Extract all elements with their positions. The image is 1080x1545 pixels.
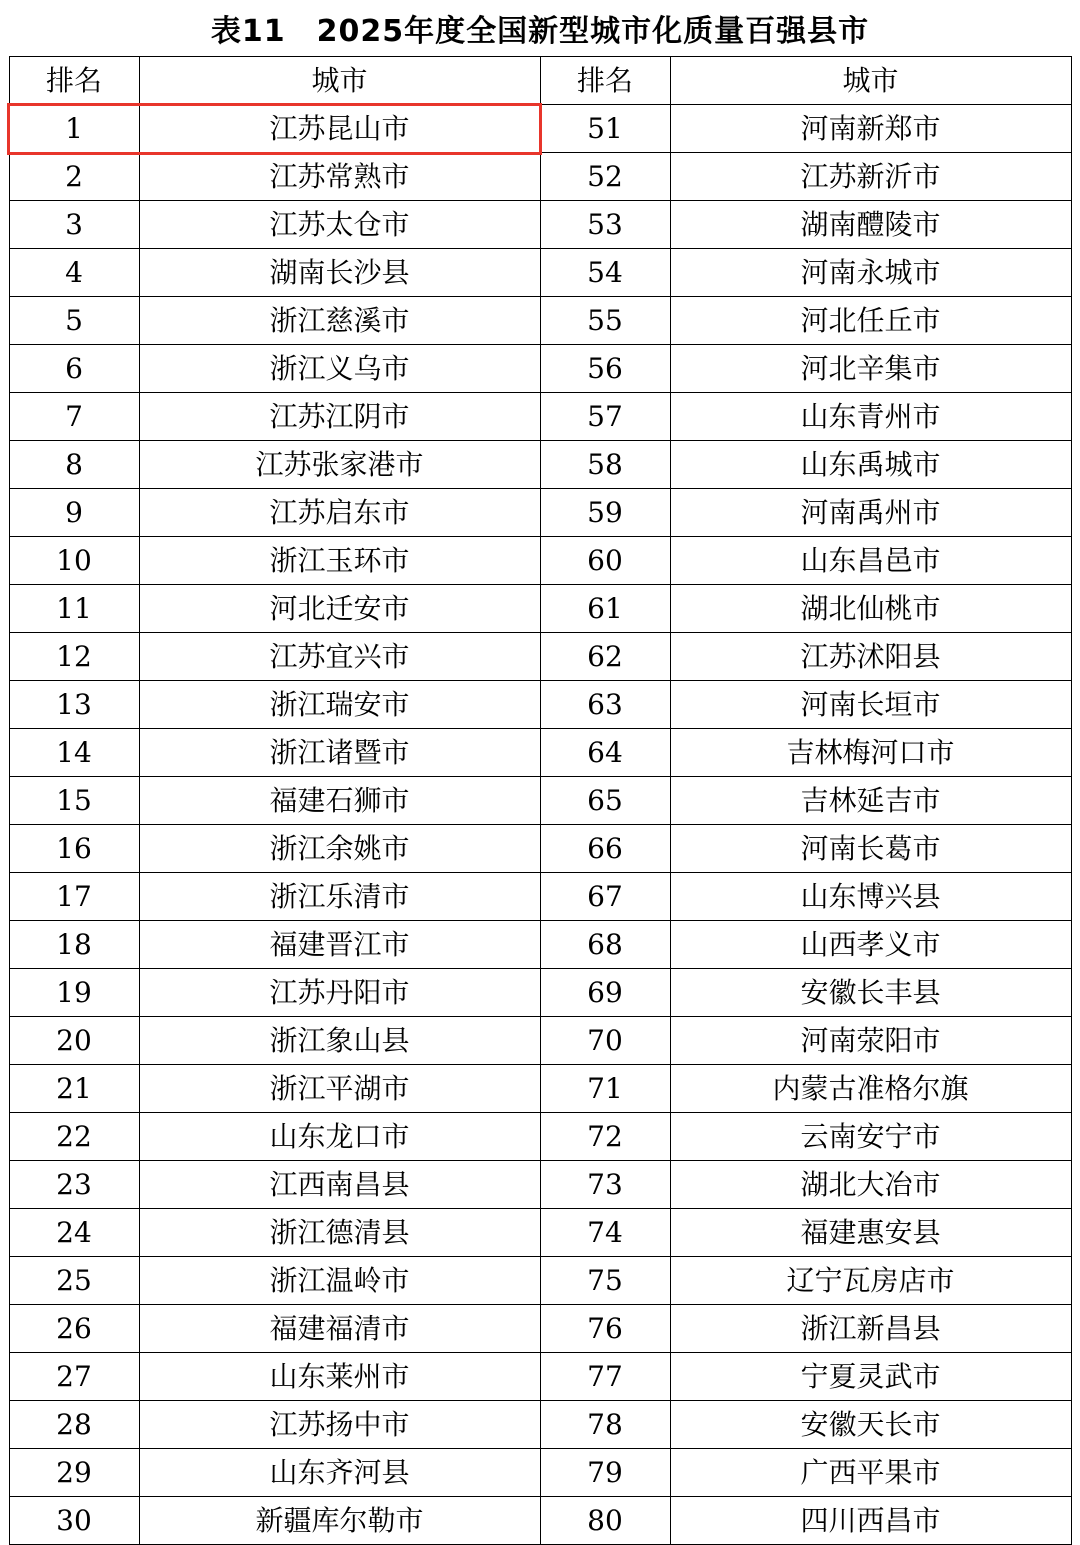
cell-rank-right: 73 — [540, 1161, 670, 1209]
cell-rank-right: 64 — [540, 729, 670, 777]
cell-city-right: 河南荥阳市 — [670, 1017, 1071, 1065]
table-row — [9, 1017, 1071, 1065]
cell-city-left: 江苏宜兴市 — [139, 633, 540, 681]
table-row — [9, 153, 1071, 201]
cell-city-right: 河南新郑市 — [670, 105, 1071, 153]
cell-city-right: 河南永城市 — [670, 249, 1071, 297]
page-title: 表11 2025年度全国新型城市化质量百强县市 — [210, 14, 870, 49]
table-row — [9, 1161, 1071, 1209]
cell-rank-right: 60 — [540, 537, 670, 585]
cell-rank-left: 2 — [9, 153, 139, 201]
cell-city-left: 江苏太仓市 — [139, 201, 540, 249]
cell-city-left: 浙江诸暨市 — [139, 729, 540, 777]
cell-rank-left: 13 — [9, 681, 139, 729]
cell-rank-right: 51 — [540, 105, 670, 153]
cell-city-left: 浙江温岭市 — [139, 1257, 540, 1305]
table-row — [9, 345, 1071, 393]
table-row — [9, 1449, 1071, 1497]
table-row — [9, 873, 1071, 921]
cell-city-right: 宁夏灵武市 — [670, 1353, 1071, 1401]
cell-rank-right: 57 — [540, 393, 670, 441]
cell-city-right: 河南长葛市 — [670, 825, 1071, 873]
cell-rank-left: 14 — [9, 729, 139, 777]
cell-city-right: 安徽天长市 — [670, 1401, 1071, 1449]
cell-rank-right: 70 — [540, 1017, 670, 1065]
cell-city-left: 福建晋江市 — [139, 921, 540, 969]
cell-city-left: 江苏昆山市 — [139, 105, 540, 153]
cell-city-right: 河南长垣市 — [670, 681, 1071, 729]
cell-city-left: 江苏常熟市 — [139, 153, 540, 201]
cell-rank-left: 8 — [9, 441, 139, 489]
table-row — [9, 297, 1071, 345]
cell-city-left: 江苏丹阳市 — [139, 969, 540, 1017]
table-row — [9, 441, 1071, 489]
cell-rank-right: 54 — [540, 249, 670, 297]
cell-rank-right: 55 — [540, 297, 670, 345]
cell-city-right: 安徽长丰县 — [670, 969, 1071, 1017]
table-row — [9, 1497, 1071, 1545]
cell-city-left: 河北迁安市 — [139, 585, 540, 633]
table-row — [9, 1305, 1071, 1353]
cell-city-left: 江苏张家港市 — [139, 441, 540, 489]
column-header-rank-right: 排名 — [540, 57, 670, 105]
cell-city-left: 山东龙口市 — [139, 1113, 540, 1161]
table-row — [9, 921, 1071, 969]
column-header-city-left: 城市 — [139, 57, 540, 105]
table-row — [9, 825, 1071, 873]
cell-rank-right: 69 — [540, 969, 670, 1017]
table-row — [9, 633, 1071, 681]
table-row — [9, 585, 1071, 633]
cell-rank-right: 76 — [540, 1305, 670, 1353]
cell-rank-right: 61 — [540, 585, 670, 633]
cell-city-right: 四川西昌市 — [670, 1497, 1071, 1545]
cell-rank-right: 72 — [540, 1113, 670, 1161]
cell-rank-left: 12 — [9, 633, 139, 681]
table-row — [9, 969, 1071, 1017]
cell-rank-right: 59 — [540, 489, 670, 537]
cell-city-left: 山东齐河县 — [139, 1449, 540, 1497]
cell-rank-right: 52 — [540, 153, 670, 201]
table-row — [9, 201, 1071, 249]
table-row — [9, 393, 1071, 441]
table-row — [9, 105, 1071, 153]
cell-rank-right: 65 — [540, 777, 670, 825]
cell-city-left: 福建石狮市 — [139, 777, 540, 825]
cell-city-left: 浙江余姚市 — [139, 825, 540, 873]
cell-rank-left: 18 — [9, 921, 139, 969]
cell-city-right: 辽宁瓦房店市 — [670, 1257, 1071, 1305]
table-row — [9, 1209, 1071, 1257]
ranking-table — [9, 56, 1072, 1545]
table-row — [9, 777, 1071, 825]
cell-city-right: 湖北仙桃市 — [670, 585, 1071, 633]
cell-rank-left: 3 — [9, 201, 139, 249]
cell-city-left: 浙江慈溪市 — [139, 297, 540, 345]
cell-rank-left: 15 — [9, 777, 139, 825]
table-row — [9, 249, 1071, 297]
cell-city-right: 江苏新沂市 — [670, 153, 1071, 201]
cell-rank-left: 27 — [9, 1353, 139, 1401]
cell-rank-left: 11 — [9, 585, 139, 633]
cell-city-left: 湖南长沙县 — [139, 249, 540, 297]
cell-city-left: 江苏扬中市 — [139, 1401, 540, 1449]
cell-city-right: 山东博兴县 — [670, 873, 1071, 921]
cell-city-right: 山东青州市 — [670, 393, 1071, 441]
cell-rank-right: 75 — [540, 1257, 670, 1305]
cell-rank-right: 77 — [540, 1353, 670, 1401]
cell-rank-left: 23 — [9, 1161, 139, 1209]
cell-rank-right: 58 — [540, 441, 670, 489]
cell-city-right: 湖南醴陵市 — [670, 201, 1071, 249]
cell-city-right: 河北任丘市 — [670, 297, 1071, 345]
cell-rank-right: 78 — [540, 1401, 670, 1449]
cell-rank-left: 5 — [9, 297, 139, 345]
cell-city-right: 浙江新昌县 — [670, 1305, 1071, 1353]
cell-rank-left: 6 — [9, 345, 139, 393]
cell-city-right: 山东禹城市 — [670, 441, 1071, 489]
cell-city-left: 浙江平湖市 — [139, 1065, 540, 1113]
cell-city-left: 浙江玉环市 — [139, 537, 540, 585]
table-row — [9, 729, 1071, 777]
cell-city-left: 江苏启东市 — [139, 489, 540, 537]
table-row — [9, 537, 1071, 585]
cell-city-right: 山东昌邑市 — [670, 537, 1071, 585]
cell-city-right: 内蒙古准格尔旗 — [670, 1065, 1071, 1113]
table-row — [9, 681, 1071, 729]
table-row — [9, 489, 1071, 537]
cell-rank-left: 26 — [9, 1305, 139, 1353]
cell-city-right: 吉林延吉市 — [670, 777, 1071, 825]
cell-rank-left: 9 — [9, 489, 139, 537]
cell-city-right: 福建惠安县 — [670, 1209, 1071, 1257]
cell-rank-left: 17 — [9, 873, 139, 921]
cell-rank-left: 29 — [9, 1449, 139, 1497]
cell-rank-left: 7 — [9, 393, 139, 441]
cell-rank-left: 22 — [9, 1113, 139, 1161]
cell-rank-left: 21 — [9, 1065, 139, 1113]
cell-rank-left: 24 — [9, 1209, 139, 1257]
cell-rank-left: 28 — [9, 1401, 139, 1449]
cell-rank-left: 10 — [9, 537, 139, 585]
cell-rank-left: 25 — [9, 1257, 139, 1305]
column-header-rank-left: 排名 — [9, 57, 139, 105]
table-header-row — [9, 57, 1071, 105]
cell-rank-left: 19 — [9, 969, 139, 1017]
table-row — [9, 1113, 1071, 1161]
cell-rank-right: 56 — [540, 345, 670, 393]
cell-rank-right: 79 — [540, 1449, 670, 1497]
cell-city-left: 山东莱州市 — [139, 1353, 540, 1401]
cell-rank-left: 16 — [9, 825, 139, 873]
cell-city-right: 江苏沭阳县 — [670, 633, 1071, 681]
cell-rank-right: 62 — [540, 633, 670, 681]
table-row — [9, 1401, 1071, 1449]
cell-city-right: 吉林梅河口市 — [670, 729, 1071, 777]
cell-city-left: 新疆库尔勒市 — [139, 1497, 540, 1545]
cell-rank-left: 1 — [9, 105, 139, 153]
table-row — [9, 1353, 1071, 1401]
cell-city-right: 广西平果市 — [670, 1449, 1071, 1497]
cell-rank-right: 63 — [540, 681, 670, 729]
cell-rank-right: 68 — [540, 921, 670, 969]
cell-city-left: 浙江义乌市 — [139, 345, 540, 393]
cell-city-right: 河北辛集市 — [670, 345, 1071, 393]
table-row — [9, 1065, 1071, 1113]
cell-city-right: 湖北大冶市 — [670, 1161, 1071, 1209]
cell-city-right: 云南安宁市 — [670, 1113, 1071, 1161]
cell-city-left: 浙江德清县 — [139, 1209, 540, 1257]
column-header-city-right: 城市 — [670, 57, 1071, 105]
cell-rank-right: 53 — [540, 201, 670, 249]
cell-city-left: 江苏江阴市 — [139, 393, 540, 441]
cell-rank-right: 74 — [540, 1209, 670, 1257]
cell-city-left: 浙江象山县 — [139, 1017, 540, 1065]
cell-rank-left: 4 — [9, 249, 139, 297]
cell-rank-left: 30 — [9, 1497, 139, 1545]
cell-rank-right: 67 — [540, 873, 670, 921]
cell-city-left: 江西南昌县 — [139, 1161, 540, 1209]
cell-rank-right: 66 — [540, 825, 670, 873]
cell-city-right: 山西孝义市 — [670, 921, 1071, 969]
cell-city-right: 河南禹州市 — [670, 489, 1071, 537]
table-row — [9, 1257, 1071, 1305]
cell-rank-left: 20 — [9, 1017, 139, 1065]
cell-city-left: 浙江乐清市 — [139, 873, 540, 921]
cell-city-left: 浙江瑞安市 — [139, 681, 540, 729]
cell-rank-right: 71 — [540, 1065, 670, 1113]
cell-rank-right: 80 — [540, 1497, 670, 1545]
cell-city-left: 福建福清市 — [139, 1305, 540, 1353]
